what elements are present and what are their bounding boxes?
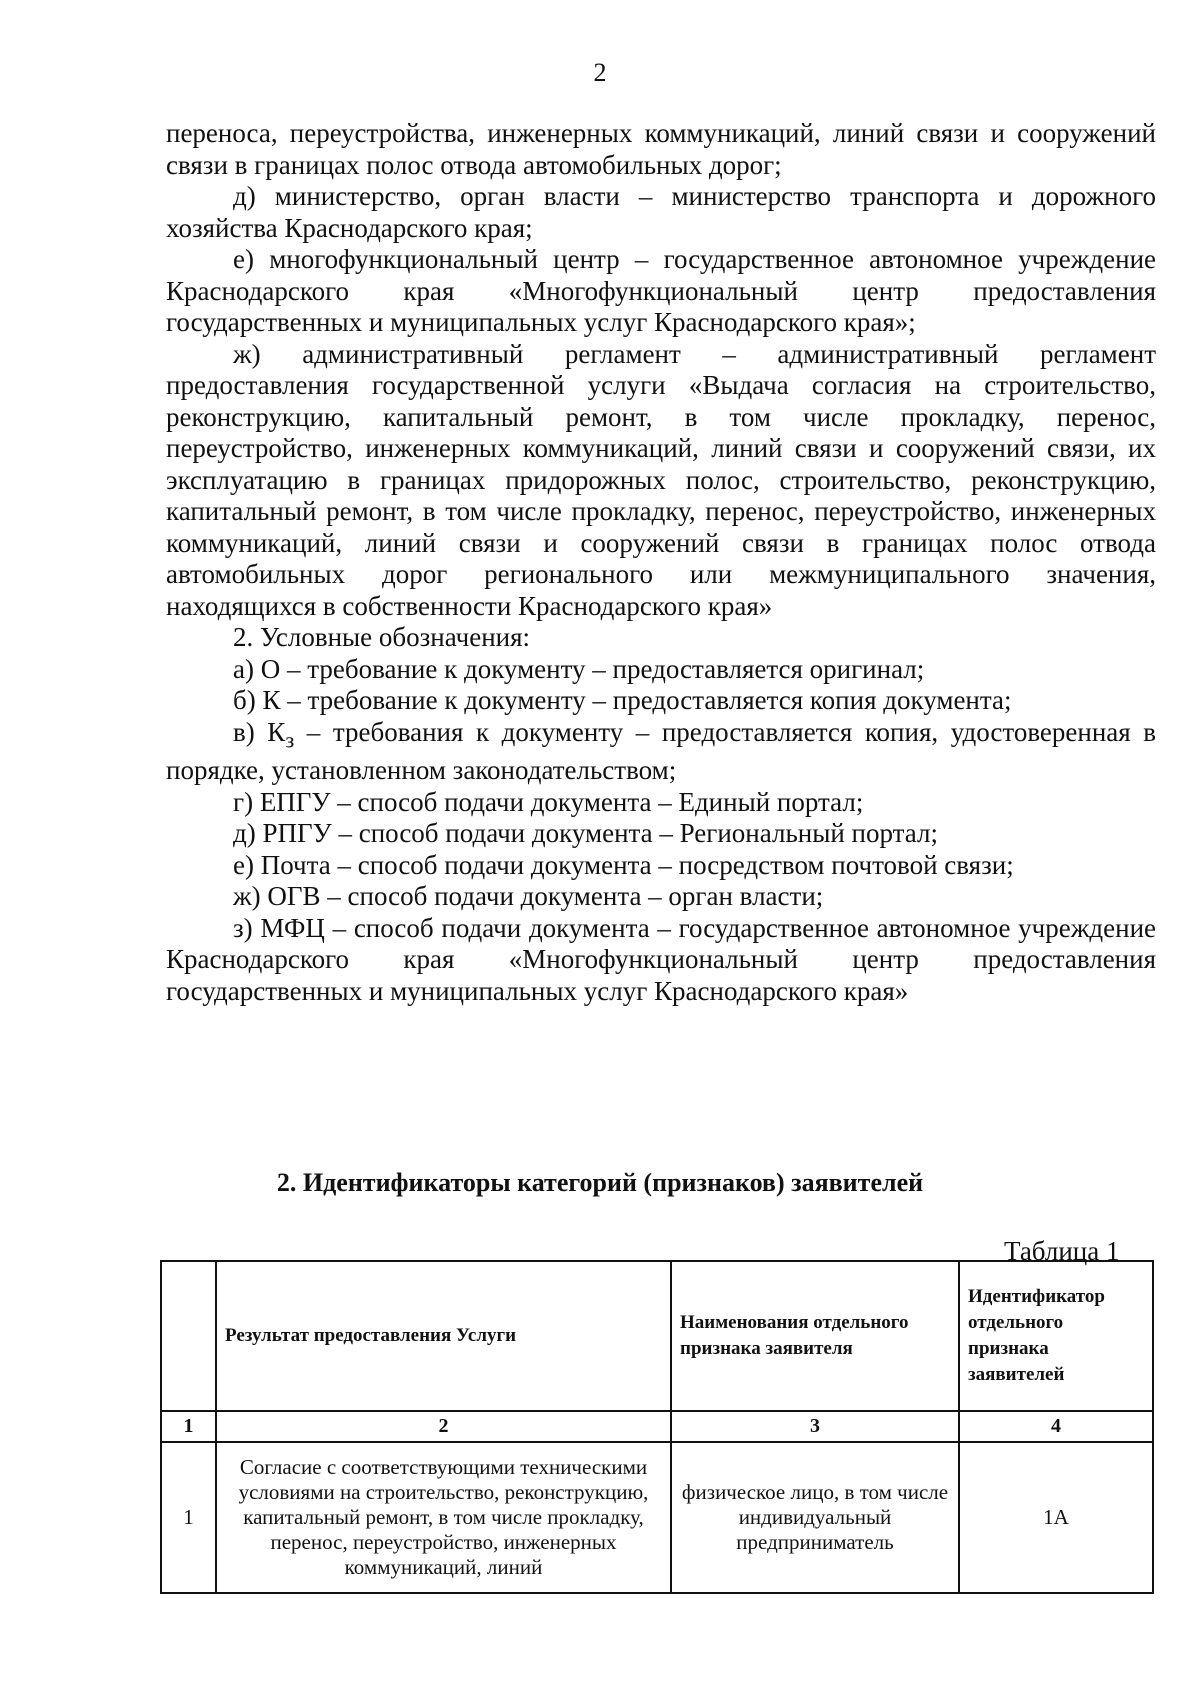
section-heading: 2. Идентификаторы категорий (признаков) заявителей xyxy=(276,1168,924,1197)
legend-heading: 2. Условные обозначения: xyxy=(233,622,531,652)
applicant-identifiers-table xyxy=(160,1260,1154,1594)
paragraph-continuation: переноса, переустройства, инженерных коммуникаций, линий связи и сооружений связи в границах полос отвода автомобильных дорог; xyxy=(166,118,1156,180)
legend-post: е) Почта – способ подачи документа – посредством почтовой связи; xyxy=(233,849,1014,880)
definition-regulation: ж) административный регламент – административный регламент предоставления государственной услуги «Выдача согласия на строительство, реконструкцию, капитальный ремонт, в том числе прокладку, перенос, переустройство, инженерных коммуникаций, линий связи и сооружений связи, их эксплуатацию в границах придорожных полос, строительство, реконструкцию, капитальный ремонт, в том числе прокладку, перенос, переустройство, инженерных коммуникаций, линий связи и сооружений связи в границах полос отвода автомобильных дорог регионального или межмуниципального значения, находящихся в собственности Краснодарского края» xyxy=(166,338,1156,621)
legend-certified-copy xyxy=(166,717,1156,787)
table-cell-result: Согласие с соответствующими техническими условиями на строительство, реконструкцию, капитальный ремонт, в том числе прокладку, перенос, переустройство, инженерных коммуникаций, линий xyxy=(216,1442,671,1593)
legend-rpgu: д) РПГУ – способ подачи документа – Региональный портал; xyxy=(233,818,938,849)
body-text xyxy=(166,118,1156,1007)
table-numbering-row xyxy=(161,1411,1153,1442)
table-numbering-cell: 3 xyxy=(671,1411,959,1442)
table-header-row xyxy=(161,1261,1153,1411)
table-cell-attribute: физическое лицо, в том числе индивидуальный предприниматель xyxy=(671,1442,959,1593)
definition-mfc: е) многофункциональный центр – государственное автономное учреждение Краснодарского края «Многофункциональный центр предоставления государственных и муниципальных услуг Краснодарского края»; xyxy=(166,244,1156,337)
table-cell-number: 1 xyxy=(161,1442,216,1593)
table-header-cell xyxy=(161,1261,216,1411)
legend-ogv: ж) ОГВ – способ подачи документа – орган власти; xyxy=(233,881,824,912)
table-caption: Таблица 1 xyxy=(1004,1236,1120,1266)
table-header-cell: Наименования отдельного признака заявителя xyxy=(671,1261,959,1411)
legend-certified-copy-text: – требования к документу – предоставляется копия, удостоверенная в порядке, установленном законодательством; xyxy=(166,716,1157,786)
legend-original: а) О – требование к документу – предоставляется оригинал; xyxy=(233,653,925,684)
definition-ministry: д) министерство, орган власти – министерство транспорта и дорожного хозяйства Краснодарского края; xyxy=(166,181,1156,243)
legend-certified-copy-subscript: з xyxy=(285,726,295,752)
legend-copy: б) К – требование к документу – предоставляется копия документа; xyxy=(233,685,1012,715)
table-numbering-cell: 2 xyxy=(216,1411,671,1442)
table-row xyxy=(161,1442,1153,1593)
table-header-cell: Идентификатор отдельного признака заявителей xyxy=(959,1261,1153,1411)
legend-mfc: з) МФЦ – способ подачи документа – государственное автономное учреждение Краснодарского края «Многофункциональный центр предоставления государственных и муниципальных услуг Краснодарского края» xyxy=(166,912,1156,1006)
legend-epgu: г) ЕПГУ – способ подачи документа – Единый портал; xyxy=(233,786,864,817)
table-cell-identifier: 1А xyxy=(959,1442,1153,1593)
legend-certified-copy-prefix: в) К xyxy=(233,716,286,747)
table-header-cell: Результат предоставления Услуги xyxy=(216,1261,671,1411)
page-number: 2 xyxy=(593,58,607,87)
table-numbering-cell: 4 xyxy=(959,1411,1153,1442)
table-numbering-cell: 1 xyxy=(161,1411,216,1442)
